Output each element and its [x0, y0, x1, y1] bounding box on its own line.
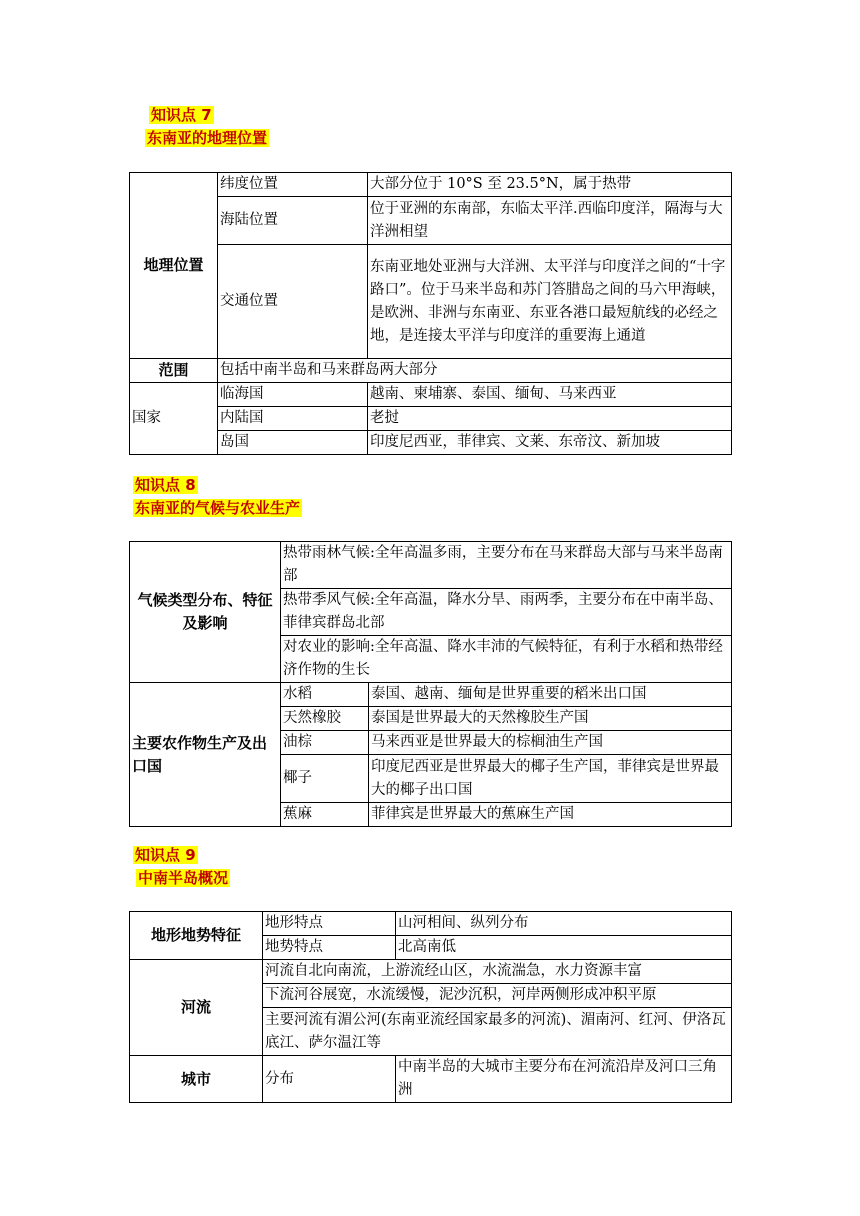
kp9-title: 中南半岛概况 — [138, 869, 229, 887]
kp8-label: 知识点 8 — [135, 476, 196, 494]
crop-desc: 马来西亚是世界最大的棕榈油生产国 — [369, 731, 732, 755]
traffic-value: 东南亚地处亚洲与大洋洲、太平洋与印度洋之间的“十字路口”。位于马来半岛和苏门答腊岛之间的马六甲海峡，是欧洲、非洲与东南亚、东亚各港口最短航线的必经之地，是连接太平洋与印度洋的重要海上通道 — [368, 245, 732, 359]
geo-header: 地理位置 — [130, 173, 218, 359]
city-value: 中南半岛的大城市主要分布在河流沿岸及河口三角洲 — [396, 1056, 732, 1103]
slope-label: 地势特点 — [263, 936, 396, 960]
coastal-label: 临海国 — [218, 383, 368, 407]
table-climate-agriculture — [129, 541, 732, 827]
landform-label: 地形特点 — [263, 912, 396, 936]
crop-name: 蕉麻 — [281, 803, 369, 827]
coastal-value: 越南、柬埔寨、泰国、缅甸、马来西亚 — [368, 383, 732, 407]
terrain-header: 地形地势特征 — [130, 912, 263, 960]
kp7-label: 知识点 7 — [151, 106, 212, 124]
climate-impact: 对农业的影响:全年高温、降水丰沛的气候特征，有利于水稻和热带经济作物的生长 — [281, 636, 732, 683]
city-label: 分布 — [263, 1056, 396, 1103]
crop-desc: 印度尼西亚是世界最大的椰子生产国，菲律宾是世界最大的椰子出口国 — [369, 755, 732, 803]
lat-value: 大部分位于 10°S 至 23.5°N，属于热带 — [368, 173, 732, 197]
country-header: 国家 — [130, 383, 218, 455]
crop-name: 油棕 — [281, 731, 369, 755]
table-indochina — [129, 911, 732, 1103]
crop-name: 水稻 — [281, 683, 369, 707]
crops-header: 主要农作物生产及出口国 — [130, 683, 281, 827]
monsoon-climate: 热带季风气候:全年高温，降水分旱、雨两季，主要分布在中南半岛、菲律宾群岛北部 — [281, 589, 732, 636]
kp7-title: 东南亚的地理位置 — [147, 129, 268, 147]
sea-value: 位于亚洲的东南部，东临太平洋.西临印度洋，隔海与大洋洲相望 — [368, 197, 732, 245]
landform-value: 山河相间、纵列分布 — [396, 912, 732, 936]
traffic-label: 交通位置 — [218, 245, 368, 359]
river-line-2: 下流河谷展宽，水流缓慢，泥沙沉积，河岸两侧形成冲积平原 — [263, 984, 732, 1008]
city-header: 城市 — [130, 1056, 263, 1103]
kp8-title: 东南亚的气候与农业生产 — [135, 499, 301, 517]
table-geo-location — [129, 172, 732, 455]
island-value: 印度尼西亚，菲律宾、文莱、东帝汶、新加坡 — [368, 431, 732, 455]
inland-value: 老挝 — [368, 407, 732, 431]
crop-desc: 菲律宾是世界最大的蕉麻生产国 — [369, 803, 732, 827]
inland-label: 内陆国 — [218, 407, 368, 431]
climate-header: 气候类型分布、特征及影响 — [130, 542, 281, 683]
lat-label: 纬度位置 — [218, 173, 368, 197]
sea-label: 海陆位置 — [218, 197, 368, 245]
river-line-3: 主要河流有湄公河(东南亚流经国家最多的河流)、湄南河、红河、伊洛瓦底江、萨尔温江等 — [263, 1008, 732, 1056]
slope-value: 北高南低 — [396, 936, 732, 960]
crop-desc: 泰国、越南、缅甸是世界重要的稻米出口国 — [369, 683, 732, 707]
kp9-label: 知识点 9 — [135, 846, 196, 864]
river-header: 河流 — [130, 960, 263, 1056]
river-line-1: 河流自北向南流，上游流经山区，水流湍急，水力资源丰富 — [263, 960, 732, 984]
island-label: 岛国 — [218, 431, 368, 455]
range-value: 包括中南半岛和马来群岛两大部分 — [218, 359, 732, 383]
crop-name: 天然橡胶 — [281, 707, 369, 731]
crop-name: 椰子 — [281, 755, 369, 803]
range-header: 范围 — [130, 359, 218, 383]
rainforest-climate: 热带雨林气候:全年高温多雨，主要分布在马来群岛大部与马来半岛南部 — [281, 542, 732, 589]
crop-desc: 泰国是世界最大的天然橡胶生产国 — [369, 707, 732, 731]
